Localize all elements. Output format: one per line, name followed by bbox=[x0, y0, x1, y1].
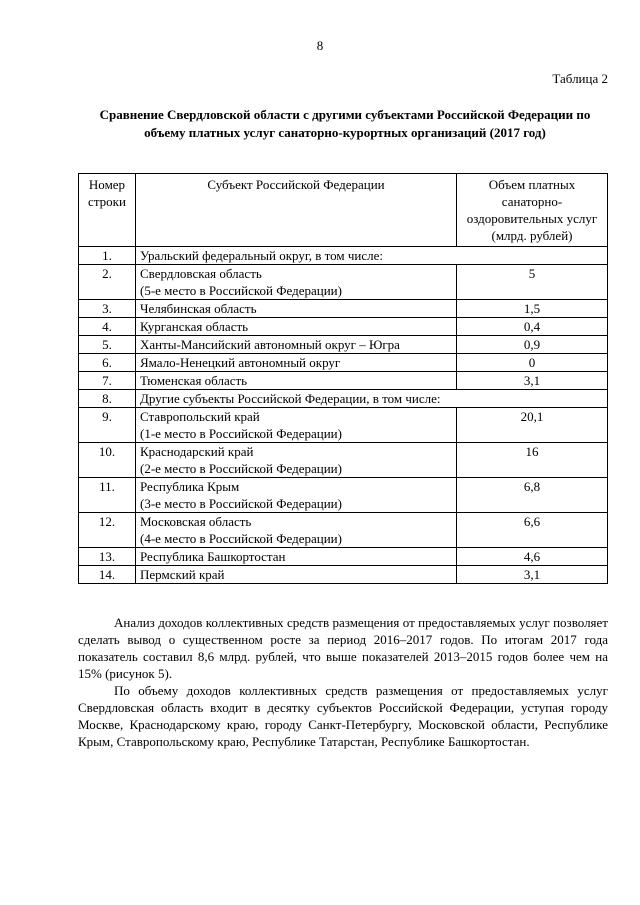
row-number: 10. bbox=[79, 443, 136, 478]
table-row bbox=[79, 372, 608, 390]
row-number: 3. bbox=[79, 300, 136, 318]
paragraph-2: По объему доходов коллективных средств размещения от предоставляемых услуг Свердловская область входит в десятку субъектов Российской Федерации, уступая городу Москве, Краснодарскому краю, городу Санкт-Петербургу, Московской области, Республике Крым, Ставропольскому краю, Республике Татарстан, Республике Башкортостан. bbox=[78, 683, 608, 749]
subject-cell bbox=[136, 548, 457, 566]
value-cell: 16 bbox=[457, 443, 608, 478]
document-title: Сравнение Свердловской области с другими субъектами Российской Федерации по объему платных услуг санаторно-курортных организаций (2017 год) bbox=[99, 107, 591, 140]
header-subject: Субъект Российской Федерации bbox=[136, 174, 457, 247]
subject-cell bbox=[136, 408, 457, 443]
value-cell: 6,8 bbox=[457, 478, 608, 513]
value-cell: 20,1 bbox=[457, 408, 608, 443]
table-row bbox=[79, 478, 608, 513]
row-number: 8. bbox=[79, 390, 136, 408]
value-cell: 4,6 bbox=[457, 548, 608, 566]
header-row-number: Номер строки bbox=[79, 174, 136, 247]
subject-rank-note: (4-е место в Российской Федерации) bbox=[140, 531, 342, 546]
subject-cell bbox=[136, 300, 457, 318]
subject-name: Свердловская область bbox=[140, 266, 262, 281]
row-number: 11. bbox=[79, 478, 136, 513]
value-cell: 3,1 bbox=[457, 566, 608, 584]
subject-cell bbox=[136, 354, 457, 372]
table-row bbox=[79, 548, 608, 566]
subject-name: Ямало-Ненецкий автономный округ bbox=[140, 355, 341, 370]
value-cell: 3,1 bbox=[457, 372, 608, 390]
subject-cell bbox=[136, 566, 457, 584]
table-label: Таблица 2 bbox=[552, 71, 608, 86]
table-body bbox=[79, 247, 608, 584]
table-row bbox=[79, 300, 608, 318]
row-number: 5. bbox=[79, 336, 136, 354]
table-header-row bbox=[79, 174, 608, 247]
table-row bbox=[79, 513, 608, 548]
value-cell: 0,9 bbox=[457, 336, 608, 354]
subject-cell bbox=[136, 478, 457, 513]
value-cell: 5 bbox=[457, 265, 608, 300]
header-value: Объем платных санаторно-оздоровительных услуг (млрд. рублей) bbox=[457, 174, 608, 247]
table-row bbox=[79, 265, 608, 300]
value-cell: 0,4 bbox=[457, 318, 608, 336]
row-number: 4. bbox=[79, 318, 136, 336]
subject-cell bbox=[136, 336, 457, 354]
subject-rank-note: (5-е место в Российской Федерации) bbox=[140, 283, 342, 298]
value-cell: 0 bbox=[457, 354, 608, 372]
row-number: 6. bbox=[79, 354, 136, 372]
subject-rank-note: (3-е место в Российской Федерации) bbox=[140, 496, 342, 511]
subject-cell bbox=[136, 372, 457, 390]
subject-name: Пермский край bbox=[140, 567, 225, 582]
subject-name: Уральский федеральный округ, в том числе: bbox=[140, 248, 383, 263]
table-row bbox=[79, 247, 608, 265]
subject-rank-note: (1-е место в Российской Федерации) bbox=[140, 426, 342, 441]
row-number: 1. bbox=[79, 247, 136, 265]
table-row bbox=[79, 390, 608, 408]
comparison-table bbox=[78, 173, 608, 584]
subject-name: Московская область bbox=[140, 514, 252, 529]
subject-cell bbox=[136, 390, 608, 408]
row-number: 7. bbox=[79, 372, 136, 390]
page-number: 8 bbox=[316, 38, 324, 53]
body-text bbox=[78, 614, 608, 750]
table-row bbox=[79, 408, 608, 443]
row-number: 13. bbox=[79, 548, 136, 566]
table-row bbox=[79, 443, 608, 478]
row-number: 12. bbox=[79, 513, 136, 548]
row-number: 2. bbox=[79, 265, 136, 300]
table-row bbox=[79, 566, 608, 584]
subject-cell bbox=[136, 513, 457, 548]
subject-name: Ханты-Мансийский автономный округ – Югра bbox=[140, 337, 400, 352]
subject-name: Челябинская область bbox=[140, 301, 257, 316]
subject-name: Тюменская область bbox=[140, 373, 248, 388]
table-row bbox=[79, 318, 608, 336]
table-row bbox=[79, 336, 608, 354]
subject-name: Республика Крым bbox=[140, 479, 240, 494]
table-row bbox=[79, 354, 608, 372]
value-cell: 1,5 bbox=[457, 300, 608, 318]
subject-cell bbox=[136, 247, 608, 265]
value-cell: 6,6 bbox=[457, 513, 608, 548]
subject-cell bbox=[136, 318, 457, 336]
row-number: 9. bbox=[79, 408, 136, 443]
paragraph-1: Анализ доходов коллективных средств размещения от предоставляемых услуг позволяет сделать вывод о существенном росте за период 2016–2017 годов. По итогам 2017 года показатель составил 8,6 млрд. рублей, что выше показателей 2013–2015 годов более чем на 15% (рисунок 5). bbox=[78, 615, 608, 681]
subject-name: Курганская область bbox=[140, 319, 249, 334]
row-number: 14. bbox=[79, 566, 136, 584]
subject-rank-note: (2-е место в Российской Федерации) bbox=[140, 461, 342, 476]
subject-name: Другие субъекты Российской Федерации, в том числе: bbox=[140, 391, 441, 406]
subject-name: Республика Башкортостан bbox=[140, 549, 286, 564]
subject-name: Краснодарский край bbox=[140, 444, 254, 459]
subject-name: Ставропольский край bbox=[140, 409, 260, 424]
subject-cell bbox=[136, 265, 457, 300]
subject-cell bbox=[136, 443, 457, 478]
